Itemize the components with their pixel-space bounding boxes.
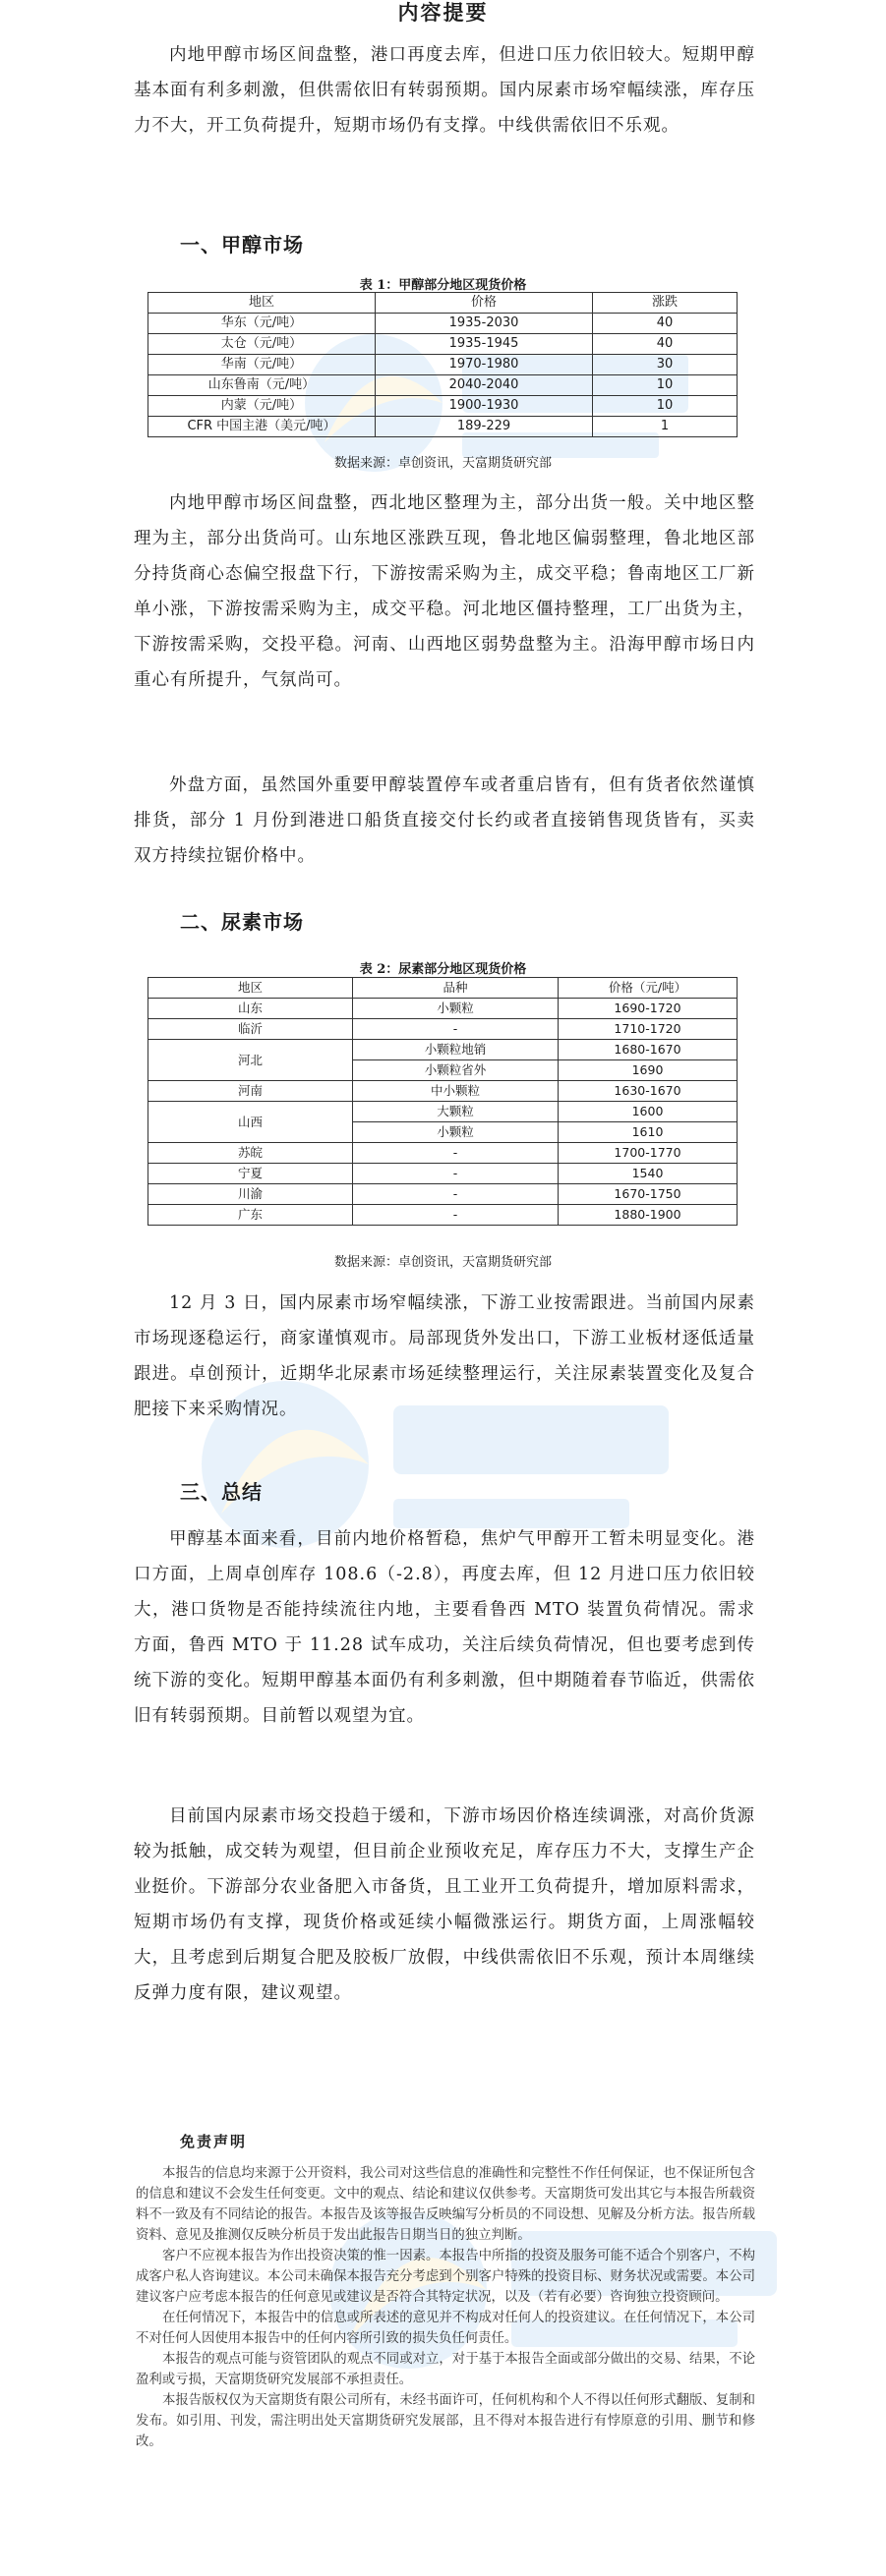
disclaimer-title: 免责声明 [180, 2133, 248, 2150]
table-cell: 河北 [148, 1040, 353, 1081]
table-cell: 30 [593, 355, 738, 375]
table-header-cell: 价格 [376, 293, 593, 314]
section-heading-urea: 二、尿素市场 [180, 910, 304, 934]
table-cell: 1610 [559, 1122, 738, 1143]
table-row [148, 334, 738, 355]
table-cell: 广东 [148, 1205, 353, 1226]
table-cell: 太仓（元/吨） [148, 334, 376, 355]
table-row [148, 375, 738, 396]
table-cell: 1935-2030 [376, 314, 593, 334]
table-cell: 2040-2040 [376, 375, 593, 396]
table-header-row [148, 978, 738, 999]
methanol-paragraph: 内地甲醇市场区间盘整，西北地区整理为主，部分出货一般。关中地区整理为主，部分出货尚可。山东地区涨跌互现，鲁北地区偏弱整理，鲁北地区部分持货商心态偏空报盘下行，下游按需采购为主，成交平稳；鲁南地区工厂新单小涨，下游按需采购为主，成交平稳。河北地区僵持整理，工厂出货为主，下游按需采购，交投平稳。河南、山西地区弱势盘整为主。沿海甲醇市场日内重心有所提升，气氛尚可。 [134, 493, 755, 690]
table-row [148, 1164, 738, 1184]
table-row [148, 1081, 738, 1102]
table-cell: 山西 [148, 1102, 353, 1143]
table-row [148, 999, 738, 1019]
summary-urea-paragraph: 目前国内尿素市场交投趋于缓和，下游市场因价格连续调涨，对高价货源较为抵触，成交转为观望，但目前企业预收充足，库存压力不大，支撑生产企业挺价。下游部分农业备肥入市备货，且工业开工负荷提升，增加原料需求，短期市场仍有支撑，现货价格或延续小幅微涨运行。期货方面，上周涨幅较大，且考虑到后期复合肥及胶板厂放假，中线供需依旧不乐观，预计本周继续反弹力度有限，建议观望。 [134, 1806, 755, 2003]
disclaimer-paragraph: 本报告的观点可能与资管团队的观点不同或对立，对于基于本报告全面或部分做出的交易、结果，不论盈利或亏损，天富期货研究发展部不承担责任。 [136, 2352, 755, 2387]
table-cell: 1880-1900 [559, 1205, 738, 1226]
table-cell: 1630-1670 [559, 1081, 738, 1102]
table-cell: 小颗粒 [353, 1122, 559, 1143]
table-row [148, 355, 738, 375]
table-cell: 1900-1930 [376, 396, 593, 417]
table2-source: 数据来源：卓创资讯，天富期货研究部 [333, 1255, 552, 1270]
urea-price-table [148, 977, 738, 1226]
table-cell: CFR 中国主港（美元/吨） [148, 417, 376, 437]
table-cell: 中小颗粒 [353, 1081, 559, 1102]
table-header-cell: 品种 [353, 978, 559, 999]
urea-paragraph: 12 月 3 日，国内尿素市场窄幅续涨，下游工业按需跟进。当前国内尿素市场现逐稳运行，商家谨慎观市。局部现货外发出口，下游工业板材逐低适量跟进。卓创预计，近期华北尿素市场延续整理运行，关注尿素装置变化及复合肥接下来采购情况。 [134, 1293, 755, 1419]
section-heading-methanol: 一、甲醇市场 [180, 233, 304, 257]
table-cell: 华东（元/吨） [148, 314, 376, 334]
table-cell: 苏皖 [148, 1143, 353, 1164]
table-cell: 1540 [559, 1164, 738, 1184]
table-row [148, 1102, 738, 1122]
table-cell: 40 [593, 334, 738, 355]
table-cell: 1690-1720 [559, 999, 738, 1019]
table-row [148, 1019, 738, 1040]
disclaimer-paragraph: 本报告版权仅为天富期货有限公司所有，未经书面许可，任何机构和个人不得以任何形式翻版、复制和发布。如引用、刊发，需注明出处天富期货研究发展部，且不得对本报告进行有悖原意的引用、删节和修改。 [136, 2393, 755, 2449]
table-cell: 川渝 [148, 1184, 353, 1205]
table-cell: - [353, 1184, 559, 1205]
table-cell: 1 [593, 417, 738, 437]
table-cell: 189-229 [376, 417, 593, 437]
table-cell: 1670-1750 [559, 1184, 738, 1205]
table-header-cell: 价格（元/吨） [559, 978, 738, 999]
disclaimer-paragraph: 本报告的信息均来源于公开资料，我公司对这些信息的准确性和完整性不作任何保证，也不保证所包含的信息和建议不会发生任何变更。文中的观点、结论和建议仅供参考。天富期货可发出其它与本报告所载资料不一致及有不同结论的报告。本报告及该等报告反映编写分析员的不同设想、见解及分析方法。报告所载资料、意见及推测仅反映分析员于发出此报告日期当日的独立判断。 [136, 2166, 755, 2243]
methanol-overseas-paragraph: 外盘方面，虽然国外重要甲醇装置停车或者重启皆有，但有货者依然谨慎排货，部分 1 月份到港进口船货直接交付长约或者直接销售现货皆有，买卖双方持续拉锯价格中。 [134, 775, 755, 866]
disclaimer-paragraph: 客户不应视本报告为作出投资决策的惟一因素。本报告中所指的投资及服务可能不适合个别客户，不构成客户私人咨询建议。本公司未确保本报告充分考虑到个别客户特殊的投资目标、财务状况或需要。本公司建议客户应考虑本报告的任何意见或建议是否符合其特定状况，以及（若有必要）咨询独立投资顾问。 [136, 2249, 755, 2305]
table1-caption: 表 1：甲醇部分地区现货价格 [359, 278, 527, 293]
table-cell: 临沂 [148, 1019, 353, 1040]
table-row [148, 396, 738, 417]
disclaimer-paragraph: 在任何情况下，本报告中的信息或所表述的意见并不构成对任何人的投资建议。在任何情况下，本公司不对任何人因使用本报告中的任何内容所引致的损失负任何责任。 [136, 2311, 755, 2346]
table-row [148, 314, 738, 334]
table-cell: 河南 [148, 1081, 353, 1102]
table-cell: - [353, 1164, 559, 1184]
table-row [148, 1205, 738, 1226]
table-cell: 小颗粒省外 [353, 1060, 559, 1081]
table-row [148, 1143, 738, 1164]
page-title: 内容提要 [397, 0, 489, 25]
table-cell: 宁夏 [148, 1164, 353, 1184]
table-header-cell: 涨跌 [593, 293, 738, 314]
methanol-price-table [148, 292, 738, 437]
section-heading-summary: 三、总结 [180, 1480, 263, 1504]
table2-caption: 表 2：尿素部分地区现货价格 [359, 962, 527, 977]
summary-paragraph: 内地甲醇市场区间盘整，港口再度去库，但进口压力依旧较大。短期甲醇基本面有利多刺激，但供需依旧有转弱预期。国内尿素市场窄幅续涨，库存压力不大，开工负荷提升，短期市场仍有支撑。中线供需依旧不乐观。 [134, 45, 755, 136]
table-cell: 1970-1980 [376, 355, 593, 375]
disclaimer-body [0, 2163, 886, 2452]
table-cell: 华南（元/吨） [148, 355, 376, 375]
table-row [148, 1184, 738, 1205]
table-header-row [148, 293, 738, 314]
table-cell: 1935-1945 [376, 334, 593, 355]
table-cell: 大颗粒 [353, 1102, 559, 1122]
table-cell: 10 [593, 375, 738, 396]
table-header-cell: 地区 [148, 978, 353, 999]
table-cell: 1600 [559, 1102, 738, 1122]
table-cell: 山东鲁南（元/吨） [148, 375, 376, 396]
table-cell: 1700-1770 [559, 1143, 738, 1164]
summary-methanol-paragraph: 甲醇基本面来看，目前内地价格暂稳，焦炉气甲醇开工暂未明显变化。港口方面，上周卓创库存 108.6（-2.8），再度去库，但 12 月进口压力依旧较大，港口货物是否能持续流往内地，主要看鲁西 MTO 装置负荷情况。需求方面，鲁西 MTO 于 11.28 试车成功，关注后续负荷情况，但也要考虑到传统下游的变化。短期甲醇基本面仍有利多刺激，但中期随着春节临近，供需依旧有转弱预期。目前暂以观望为宜。 [134, 1529, 755, 1726]
table-row [148, 417, 738, 437]
table-header-cell: 地区 [148, 293, 376, 314]
table-cell: 1680-1670 [559, 1040, 738, 1060]
table-cell: 小颗粒地销 [353, 1040, 559, 1060]
table1-source: 数据来源：卓创资讯，天富期货研究部 [333, 456, 552, 471]
table-cell: 40 [593, 314, 738, 334]
table-cell: 内蒙（元/吨） [148, 396, 376, 417]
table-cell: 小颗粒 [353, 999, 559, 1019]
table-cell: - [353, 1205, 559, 1226]
table-cell: 1710-1720 [559, 1019, 738, 1040]
table-cell: 山东 [148, 999, 353, 1019]
table-row [148, 1040, 738, 1060]
table-cell: - [353, 1143, 559, 1164]
table-cell: 10 [593, 396, 738, 417]
table-cell: 1690 [559, 1060, 738, 1081]
table-cell: - [353, 1019, 559, 1040]
